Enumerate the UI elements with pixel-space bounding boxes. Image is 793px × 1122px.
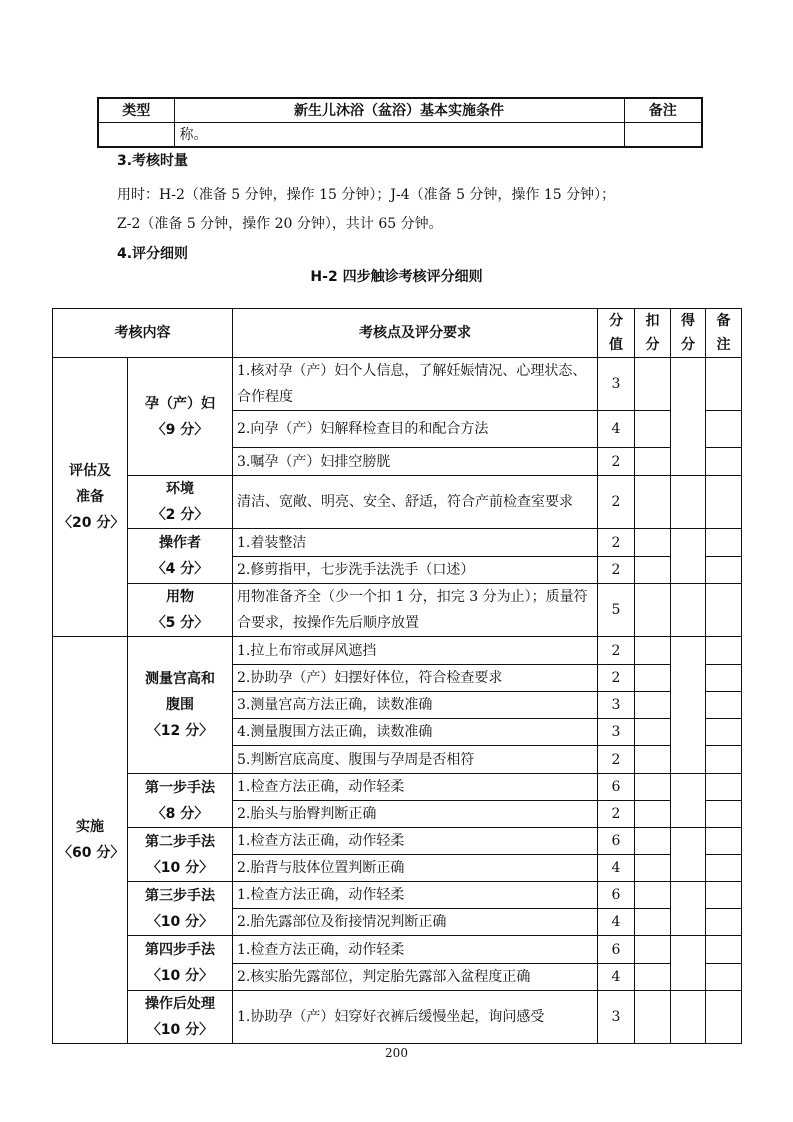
table-row <box>53 882 742 909</box>
cell-type <box>98 123 174 148</box>
header-conditions: 新生儿沐浴（盆浴）基本实施条件 <box>174 98 624 123</box>
score-value-cell: 4 <box>598 855 635 882</box>
deduct-cell[interactable] <box>635 801 671 828</box>
requirement-cell: 1.检查方法正确，动作轻柔 <box>233 828 598 855</box>
table-row <box>98 123 702 148</box>
remark-cell[interactable] <box>706 774 742 801</box>
deduct-cell[interactable] <box>635 665 671 692</box>
header-type: 类型 <box>98 98 174 123</box>
remark-cell[interactable] <box>706 476 742 529</box>
deduct-cell[interactable] <box>635 828 671 855</box>
score-value-cell: 2 <box>598 801 635 828</box>
score-value-cell: 4 <box>598 411 635 448</box>
remark-cell[interactable] <box>706 801 742 828</box>
deduct-cell[interactable] <box>635 358 671 411</box>
remark-cell[interactable] <box>706 719 742 746</box>
requirement-cell: 1.着装整洁 <box>233 529 598 557</box>
deduct-cell[interactable] <box>635 746 671 774</box>
requirement-cell: 2.向孕（产）妇解释检查目的和配合方法 <box>233 411 598 448</box>
page-number: 200 <box>385 1046 408 1060</box>
subcategory-cell: 孕（产）妇 〈9 分〉 <box>128 358 233 476</box>
cell-remark <box>624 123 702 148</box>
score-value-cell: 4 <box>598 909 635 936</box>
score-value-cell: 2 <box>598 746 635 774</box>
requirement-cell: 2.胎背与肢体位置判断正确 <box>233 855 598 882</box>
deduct-cell[interactable] <box>635 936 671 964</box>
got-score-cell[interactable] <box>671 774 706 828</box>
got-score-cell[interactable] <box>671 584 706 637</box>
subcategory-cell: 第三步手法 〈10 分〉 <box>128 882 233 936</box>
table-row <box>53 358 742 411</box>
got-score-cell[interactable] <box>671 358 706 476</box>
requirement-cell: 1.协助孕（产）妇穿好衣裤后缓慢坐起，询问感受 <box>233 991 598 1044</box>
subcategory-cell: 测量宫高和 腹围 〈12 分〉 <box>128 637 233 774</box>
score-value-cell: 2 <box>598 476 635 529</box>
requirement-cell: 2.协助孕（产）妇摆好体位，符合检查要求 <box>233 665 598 692</box>
remark-cell[interactable] <box>706 964 742 991</box>
remark-cell[interactable] <box>706 665 742 692</box>
scoring-table-title: H-2 四步触诊考核评分细则 <box>310 269 483 285</box>
table-row <box>53 774 742 801</box>
remark-cell[interactable] <box>706 991 742 1044</box>
header-score: 分 值 <box>598 309 635 358</box>
got-score-cell[interactable] <box>671 882 706 936</box>
score-value-cell: 3 <box>598 692 635 719</box>
requirement-cell: 2.核实胎先露部位，判定胎先露部入盆程度正确 <box>233 964 598 991</box>
score-value-cell: 2 <box>598 637 635 665</box>
got-score-cell[interactable] <box>671 529 706 584</box>
requirement-cell: 3.测量宫高方法正确，读数准确 <box>233 692 598 719</box>
subcategory-cell: 第二步手法 〈10 分〉 <box>128 828 233 882</box>
subcategory-cell: 操作者 〈4 分〉 <box>128 529 233 584</box>
score-value-cell: 6 <box>598 936 635 964</box>
got-score-cell[interactable] <box>671 637 706 774</box>
deduct-cell[interactable] <box>635 584 671 637</box>
score-value-cell: 5 <box>598 584 635 637</box>
deduct-cell[interactable] <box>635 909 671 936</box>
header-requirements: 考核点及评分要求 <box>233 309 598 358</box>
remark-cell[interactable] <box>706 529 742 557</box>
requirement-cell: 3.嘱孕（产）妇排空膀胱 <box>233 448 598 476</box>
requirement-cell: 2.胎先露部位及衔接情况判断正确 <box>233 909 598 936</box>
scoring-table <box>52 308 742 1044</box>
score-value-cell: 6 <box>598 882 635 909</box>
remark-cell[interactable] <box>706 828 742 855</box>
score-value-cell: 4 <box>598 964 635 991</box>
category-cell: 实施 〈60 分〉 <box>53 637 128 1044</box>
deduct-cell[interactable] <box>635 882 671 909</box>
remark-cell[interactable] <box>706 411 742 448</box>
deduct-cell[interactable] <box>635 476 671 529</box>
score-value-cell: 2 <box>598 529 635 557</box>
header-got: 得 分 <box>671 309 706 358</box>
section-heading-duration: 3.考核时量 <box>117 153 189 169</box>
remark-cell[interactable] <box>706 855 742 882</box>
remark-cell[interactable] <box>706 882 742 909</box>
duration-line-1: 用时：H-2（准备 5 分钟，操作 15 分钟）；J-4（准备 5 分钟，操作 15 分钟）； <box>117 187 616 203</box>
deduct-cell[interactable] <box>635 637 671 665</box>
requirement-cell: 2.修剪指甲，七步洗手法洗手（口述） <box>233 557 598 584</box>
table-row <box>53 584 742 637</box>
category-cell: 评估及 准备 〈20 分〉 <box>53 358 128 637</box>
score-value-cell: 6 <box>598 828 635 855</box>
score-value-cell: 3 <box>598 991 635 1044</box>
header-remark: 备 注 <box>706 309 742 358</box>
requirement-cell: 1.检查方法正确，动作轻柔 <box>233 936 598 964</box>
subcategory-cell: 第四步手法 〈10 分〉 <box>128 936 233 991</box>
score-value-cell: 2 <box>598 665 635 692</box>
got-score-cell[interactable] <box>671 828 706 882</box>
cell-conditions: 称。 <box>174 123 624 148</box>
requirement-cell: 5.判断宫底高度、腹围与孕周是否相符 <box>233 746 598 774</box>
score-value-cell: 3 <box>598 358 635 411</box>
score-value-cell: 3 <box>598 719 635 746</box>
deduct-cell[interactable] <box>635 557 671 584</box>
subcategory-cell: 第一步手法 〈8 分〉 <box>128 774 233 828</box>
header-deduct: 扣 分 <box>635 309 671 358</box>
remark-cell[interactable] <box>706 936 742 964</box>
remark-cell[interactable] <box>706 746 742 774</box>
requirement-cell: 清洁、宽敞、明亮、安全、舒适，符合产前检查室要求 <box>233 476 598 529</box>
table-header-row <box>98 98 702 123</box>
deduct-cell[interactable] <box>635 692 671 719</box>
requirement-cell: 用物准备齐全（少一个扣 1 分，扣完 3 分为止）；质量符合要求，按操作先后顺序放置 <box>233 584 598 637</box>
section-heading-scoring: 4.评分细则 <box>117 246 189 262</box>
remark-cell[interactable] <box>706 584 742 637</box>
table-row <box>53 828 742 855</box>
remark-cell[interactable] <box>706 358 742 411</box>
got-score-cell[interactable] <box>671 936 706 991</box>
subcategory-cell: 操作后处理 〈10 分〉 <box>128 991 233 1044</box>
deduct-cell[interactable] <box>635 991 671 1044</box>
requirement-cell: 4.测量腹围方法正确，读数准确 <box>233 719 598 746</box>
requirement-cell: 1.检查方法正确，动作轻柔 <box>233 774 598 801</box>
remark-cell[interactable] <box>706 637 742 665</box>
conditions-table-continued <box>97 97 703 148</box>
remark-cell[interactable] <box>706 692 742 719</box>
table-header-row <box>53 309 742 358</box>
deduct-cell[interactable] <box>635 529 671 557</box>
subcategory-cell: 环境 〈2 分〉 <box>128 476 233 529</box>
table-row <box>53 476 742 529</box>
deduct-cell[interactable] <box>635 448 671 476</box>
requirement-cell: 1.检查方法正确，动作轻柔 <box>233 882 598 909</box>
remark-cell[interactable] <box>706 557 742 584</box>
header-content: 考核内容 <box>53 309 233 358</box>
got-score-cell[interactable] <box>671 476 706 529</box>
deduct-cell[interactable] <box>635 719 671 746</box>
deduct-cell[interactable] <box>635 855 671 882</box>
score-value-cell: 2 <box>598 448 635 476</box>
table-row <box>53 936 742 964</box>
score-value-cell: 2 <box>598 557 635 584</box>
subcategory-cell: 用物 〈5 分〉 <box>128 584 233 637</box>
header-remark: 备注 <box>624 98 702 123</box>
table-row <box>53 529 742 557</box>
duration-line-2: Z-2（准备 5 分钟，操作 20 分钟），共计 65 分钟。 <box>117 216 443 232</box>
remark-cell[interactable] <box>706 448 742 476</box>
deduct-cell[interactable] <box>635 411 671 448</box>
table-row <box>53 991 742 1044</box>
requirement-cell: 1.拉上布帘或屏风遮挡 <box>233 637 598 665</box>
score-value-cell: 6 <box>598 774 635 801</box>
requirement-cell: 1.核对孕（产）妇个人信息，了解妊娠情况、心理状态、合作程度 <box>233 358 598 411</box>
got-score-cell[interactable] <box>671 991 706 1044</box>
deduct-cell[interactable] <box>635 774 671 801</box>
requirement-cell: 2.胎头与胎臀判断正确 <box>233 801 598 828</box>
table-row <box>53 637 742 665</box>
deduct-cell[interactable] <box>635 964 671 991</box>
remark-cell[interactable] <box>706 909 742 936</box>
